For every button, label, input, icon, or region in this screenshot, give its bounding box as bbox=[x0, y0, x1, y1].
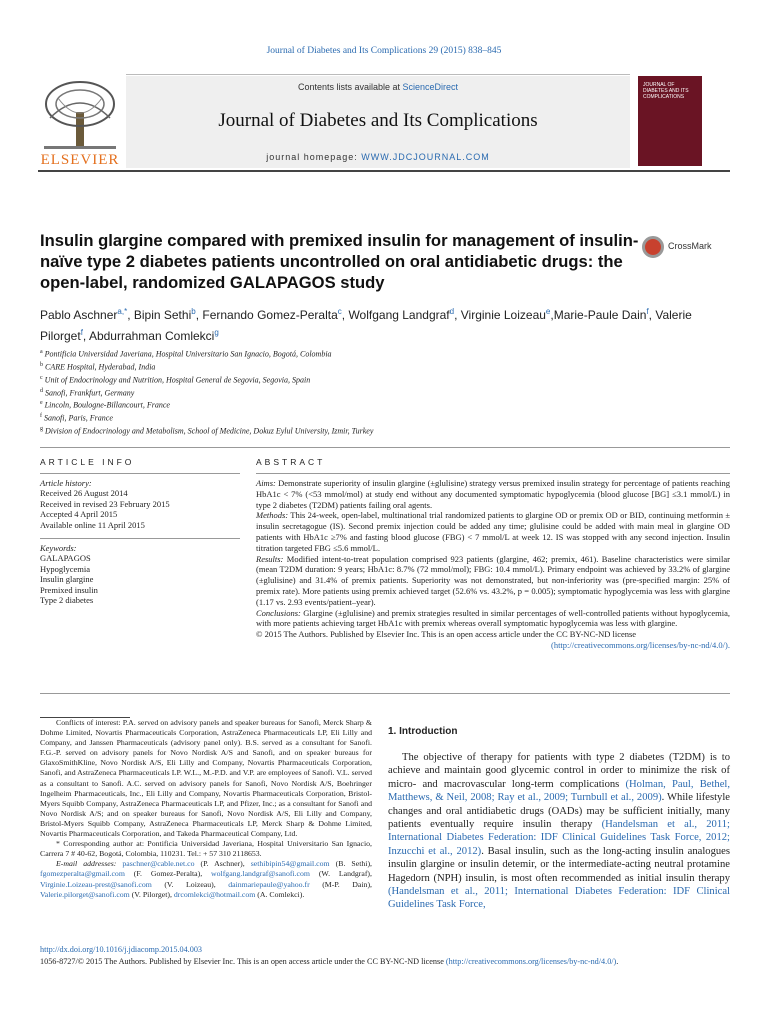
intro-text: . While lifestyle changes and oral antidiabetic drugs (OADs) may be sufficient initially, many patients eventually require insulin therapy bbox=[388, 792, 730, 831]
intro-text: . Basal insulin, such as the long-acting insulin analogues insulin glargine or insulin detemir, or the intermediate-acting neutral protamine Hagedorn (NPH) insulin, is most often recommended as initial insulin therapy bbox=[388, 845, 730, 884]
affiliation-text: Lincoln, Boulogne-Billancourt, France bbox=[44, 401, 170, 411]
history-item: Received 26 August 2014 bbox=[40, 488, 128, 499]
email-label: E-mail addresses: bbox=[56, 859, 117, 869]
author-name: Virginie Loizeau bbox=[460, 308, 546, 322]
affiliation bbox=[40, 373, 730, 386]
author-separator: , bbox=[82, 329, 89, 343]
affiliation-marker: g bbox=[40, 426, 43, 433]
article-info-heading: ARTICLE INFO bbox=[40, 457, 135, 467]
affiliation bbox=[40, 360, 730, 373]
affiliation-marker: c bbox=[40, 374, 43, 381]
author-name: Pablo Aschner bbox=[40, 308, 118, 322]
author-separator: , bbox=[127, 308, 134, 322]
author-affiliation-ref[interactable]: c bbox=[337, 307, 342, 316]
citation-link[interactable]: (Handelsman et al., 2011; International Diabetes Federation: IDF Clinical Guidelines Task Force, bbox=[388, 886, 730, 911]
citation-link[interactable]: (Holman, Paul, Bethel, Matthews, & Neil, 2008; Ray et al., 2009; Turnbull et al., 2009) bbox=[388, 778, 730, 804]
issn-end: . bbox=[616, 957, 619, 966]
affiliation-text: CARE Hospital, Hyderabad, India bbox=[45, 362, 156, 372]
email-owner: (M-P. Dain), bbox=[309, 879, 372, 889]
crossmark-label: CrossMark bbox=[668, 241, 712, 251]
affiliation-marker: a bbox=[40, 349, 43, 355]
email-link[interactable]: drcomlekci@hotmail.com bbox=[173, 889, 256, 899]
email-owner: (A. Comlekci). bbox=[255, 889, 305, 899]
results-text: Modified intent-to-treat population comprised 923 patients (glargine, 462; premix, 461). Baseline characteristics were similar (mean T2DM duration: 9 years; HbA1c: 8.7% (72 mmol/mol); FBG: 10.4 mmol/L). Primary endpoint was achieved by 33.2% of glargine (±glulisine) and 31.4% of premix patients. Superiority was not demonstrated, but non-inferiority was (pre-specified margin: 25% of premix rate). More patients using premix achieved target (52.6% vs. 43.2%, p = 0.005); symptomatic hypoglycemia was less with glargine (1.17 vs. 2.93 events/patient–year). bbox=[256, 553, 730, 607]
abstract-conclusions bbox=[256, 608, 730, 630]
cover-title: JOURNAL OF DIABETES AND ITS COMPLICATIONS bbox=[643, 82, 689, 100]
affiliation-text: Pontificia Universidad Javeriana, Hospital Universitario San Ignacio, Bogotá, Colombia bbox=[44, 349, 332, 359]
masthead-bottom-rule bbox=[38, 170, 730, 172]
author-affiliation-ref[interactable]: f bbox=[646, 307, 649, 316]
keywords-label: Keywords: bbox=[40, 543, 77, 554]
corresponding-author: * Corresponding author at: Pontificia Universidad Javeriana, Hospital Universitario San Ignacio, Carrera 7 # 40-62, Bogotá, Colombia, 110231. Tel.: + 57 310 2118653. bbox=[40, 839, 372, 859]
keyword: Insulin glargine bbox=[40, 574, 94, 585]
masthead-top-rule bbox=[126, 74, 630, 75]
author-name: Valerie Pilorget bbox=[40, 308, 692, 343]
intro-paragraph bbox=[388, 751, 730, 912]
keyword: Type 2 diabetes bbox=[40, 595, 94, 606]
keywords-block bbox=[40, 538, 240, 605]
email-link[interactable]: wolfgang.landgraf@sanofi.com bbox=[211, 869, 310, 879]
contents-line bbox=[126, 82, 630, 92]
author-separator: , bbox=[648, 308, 656, 322]
results-label: Results: bbox=[256, 553, 284, 564]
affiliation-marker: d bbox=[40, 387, 43, 394]
history-item: Received in revised 23 February 2015 bbox=[40, 498, 170, 509]
journal-citation[interactable]: Journal of Diabetes and Its Complications 29 (2015) 838–845 bbox=[266, 46, 502, 56]
keyword: Premixed insulin bbox=[40, 584, 98, 595]
journal-cover-image[interactable] bbox=[638, 76, 702, 166]
email-addresses bbox=[40, 859, 372, 899]
footnotes bbox=[40, 718, 372, 900]
author-name: Bipin Sethi bbox=[133, 308, 192, 322]
homepage-prefix: journal homepage: bbox=[266, 152, 362, 162]
affiliation bbox=[40, 424, 730, 437]
author-affiliation-ref[interactable]: a,* bbox=[117, 307, 128, 316]
abstract-license: © 2015 The Authors. Published by Elsevier Inc. This is an open access article under the CC BY-NC-ND license bbox=[256, 629, 637, 640]
elsevier-wordmark: ELSEVIER bbox=[40, 152, 120, 168]
email-link[interactable]: sethibipin54@gmail.com bbox=[250, 859, 330, 869]
license-link[interactable]: (http://creativecommons.org/licenses/by-nc-nd/4.0/). bbox=[550, 639, 730, 650]
author-affiliation-ref[interactable]: g bbox=[214, 328, 219, 337]
affiliation-text: Sanofi, Paris, France bbox=[44, 413, 113, 423]
methods-label: Methods: bbox=[256, 510, 289, 521]
introduction-section bbox=[388, 726, 730, 912]
history-item: Accepted 4 April 2015 bbox=[40, 509, 118, 520]
section-heading: 1. Introduction bbox=[388, 726, 458, 737]
affiliation bbox=[40, 347, 730, 360]
homepage-link[interactable]: WWW.JDCJOURNAL.COM bbox=[361, 152, 490, 162]
citation-link[interactable]: (Handelsman et al., 2011; International Diabetes Federation: IDF Clinical Guidelines Task Force, 2012; Inzucchi et al., 2012) bbox=[388, 819, 730, 857]
journal-homepage bbox=[126, 152, 630, 162]
keyword: GALAPAGOS bbox=[40, 553, 91, 564]
aims-label: Aims: bbox=[256, 478, 276, 488]
affiliation-marker: f bbox=[40, 413, 42, 420]
email-owner: (W. Landgraf), bbox=[309, 869, 372, 879]
conclusions-text: Glargine (±glulisine) and premix strategies resulted in similar percentages of well-controlled patients without hypoglycemia, with more patients achieving target HbA1c with premix whereas overall symptomatic hypoglycemia was less with glargine. bbox=[256, 607, 730, 629]
doi-link[interactable]: http://dx.doi.org/10.1016/j.jdiacomp.2015.04.003 bbox=[40, 945, 203, 954]
author-separator: , bbox=[195, 308, 203, 322]
author-name: Abdurrahman Comlekci bbox=[88, 329, 215, 343]
author-name: Marie-Paule Dain bbox=[553, 308, 647, 322]
conclusions-label: Conclusions: bbox=[256, 607, 301, 618]
email-link[interactable]: dainmariepaule@yahoo.fr bbox=[228, 879, 310, 889]
divider bbox=[256, 473, 730, 474]
aims-text: Demonstrate superiority of insulin glargine (±glulisine) strategy versus premixed insulin strategy for percentage of patients reaching HbA1c < 7% (<53 mmol/mol) at study end without any documented symptomatic hypoglycemia (blood glucose [BG] ≤3.1 mmol/L) in type 2 diabetes (T2DM) patients failing oral agents. bbox=[256, 478, 730, 510]
affiliation-text: Sanofi, Frankfurt, Germany bbox=[45, 388, 135, 398]
abstract-results bbox=[256, 554, 730, 608]
journal-masthead bbox=[38, 74, 730, 172]
author-affiliation-ref[interactable]: b bbox=[191, 307, 196, 316]
sciencedirect-link[interactable]: ScienceDirect bbox=[402, 82, 459, 92]
author-affiliation-ref[interactable]: d bbox=[449, 307, 455, 316]
footer-license-link[interactable]: (http://creativecommons.org/licenses/by-nc-nd/4.0/) bbox=[445, 957, 617, 966]
email-link[interactable]: fgomezperalta@gmail.com bbox=[40, 869, 125, 879]
page-footer bbox=[40, 944, 730, 968]
author-name: Fernando Gomez-Peralta bbox=[202, 308, 338, 322]
article-title: Insulin glargine compared with premixed insulin for management of insulin-naïve type 2 diabetes patients uncontrolled on oral antidiabetic drugs: the open-label, randomized GALAPAGOS study bbox=[40, 231, 639, 292]
abstract-body bbox=[256, 478, 730, 651]
author-name: Wolfgang Landgraf bbox=[348, 308, 450, 322]
methods-text: This 24-week, open-label, multinational trial randomized patients to glargine OD or premix OD or BID, continuing metformin ± insulin secretagogue (IS). Second premix injection could be added any time; glulisine could be added with main meal in glargine OD patients with HbA1c ≥7% and fasting blood glucose (FBG) < 7 mmol/L at week 12. IS was stopped with any second injection. Insulin titration targeted FBG ≤5.6 mmol/L. bbox=[256, 510, 730, 553]
journal-name: Journal of Diabetes and Its Complications bbox=[218, 110, 538, 131]
conflicts-of-interest: Conflicts of interest: P.A. served on advisory panels and speaker bureaus for Sanofi, Merck Sharp & Dohme Limited, Novartis Pharmaceuticals Corporation, AstraZeneca Pharmaceuticals LP, Eli Lilly and Company, and Janssen Pharmaceuticals (advisory panel only). B.S. served as a consultant for Sanofi. F.G.-P. served on advisory panels for Novo Nordisk A/S and Sanofi, and on speaker bureaus for GlaxoSmithKline, Novo Nordisk A/S, Eli Lilly and Company, Novartis Pharmaceuticals Corporation, Sanofi, and AstraZeneca Pharmaceuticals LP. W.L., M.-P.D. and V.P. are employees of Sanofi. V.L. served as a consultant to Sanofi. A.C. served on advisory panels for Sanofi, Novo Nordisk A/S, Boehringer Ingelheim Pharmaceuticals, Inc., Eli Lilly and Company, Novartis Pharmaceuticals Corporation, Bristol-Myers Squibb Company, AstraZeneca Pharmaceuticals LP, and Pfizer, Inc.; as a consultant for Sanofi and Novo Nordisk A/S; and on speaker bureaus for Sanofi, Novo Nordisk A/S, Eli Lilly and Company, Bristol-Myers Squibb Company, AstraZeneca Pharmaceuticals LP, Merck Sharp & Dohme Limited, Novartis Pharmaceuticals Corporation, and Takeda Pharmaceutical Company, Ltd. bbox=[40, 718, 372, 839]
affiliation bbox=[40, 411, 730, 424]
intro-text: The objective of therapy for patients with type 2 diabetes (T2DM) is to achieve and maintain good glycemic control in order to minimize the risk of micro- and macrovascular long-term complications bbox=[388, 752, 730, 790]
author-separator: , bbox=[454, 308, 461, 322]
abstract-heading: ABSTRACT bbox=[256, 457, 326, 467]
affiliation-marker: b bbox=[40, 361, 43, 368]
issn-text: 1056-8727/© 2015 The Authors. Published by Elsevier Inc. This is an open access article under the CC BY-NC-ND license bbox=[40, 957, 446, 966]
article-info bbox=[40, 478, 240, 605]
author-separator: , bbox=[341, 308, 349, 322]
affiliation-marker: e bbox=[40, 400, 43, 407]
keyword: Hypoglycemia bbox=[40, 563, 91, 574]
author-list bbox=[40, 303, 730, 345]
affiliation-text: Unit of Endocrinology and Nutrition, Hospital General de Segovia, Segovia, Spain bbox=[44, 375, 311, 385]
author-affiliation-ref[interactable]: f bbox=[80, 328, 83, 337]
affiliation-text: Division of Endocrinology and Metabolism, School of Medicine, Dokuz Eylul University, Izmir, Turkey bbox=[45, 426, 374, 436]
email-owner: (V. Loizeau), bbox=[151, 879, 229, 889]
divider bbox=[40, 693, 730, 694]
abstract-methods bbox=[256, 510, 730, 553]
issn-line bbox=[40, 956, 730, 968]
abstract-aims bbox=[256, 478, 730, 510]
divider bbox=[40, 447, 730, 448]
history-label: Article history: bbox=[40, 478, 92, 488]
email-owner: (V. Pilorget), bbox=[129, 889, 174, 899]
email-link[interactable]: paschner@cable.net.co bbox=[122, 859, 195, 869]
author-affiliation-ref[interactable]: e bbox=[545, 307, 551, 316]
affiliation-list bbox=[40, 347, 730, 437]
email-link[interactable]: Virginie.Loizeau-prest@sanofi.com bbox=[40, 879, 152, 889]
contents-prefix: Contents lists available at bbox=[297, 82, 403, 92]
affiliation bbox=[40, 398, 730, 411]
email-owner: (B. Sethi), bbox=[329, 859, 373, 869]
crossmark-icon bbox=[642, 236, 664, 258]
license-link-line bbox=[256, 640, 730, 651]
email-link[interactable]: Valerie.pilorget@sanofi.com bbox=[40, 889, 130, 899]
crossmark-badge[interactable] bbox=[642, 236, 732, 258]
history-item: Available online 11 April 2015 bbox=[40, 519, 145, 530]
divider bbox=[40, 473, 240, 474]
email-owner: (F. Gomez-Peralta), bbox=[124, 869, 211, 879]
affiliation bbox=[40, 386, 730, 399]
email-owner: (P. Aschner), bbox=[194, 859, 251, 869]
author-separator: , bbox=[550, 308, 554, 322]
